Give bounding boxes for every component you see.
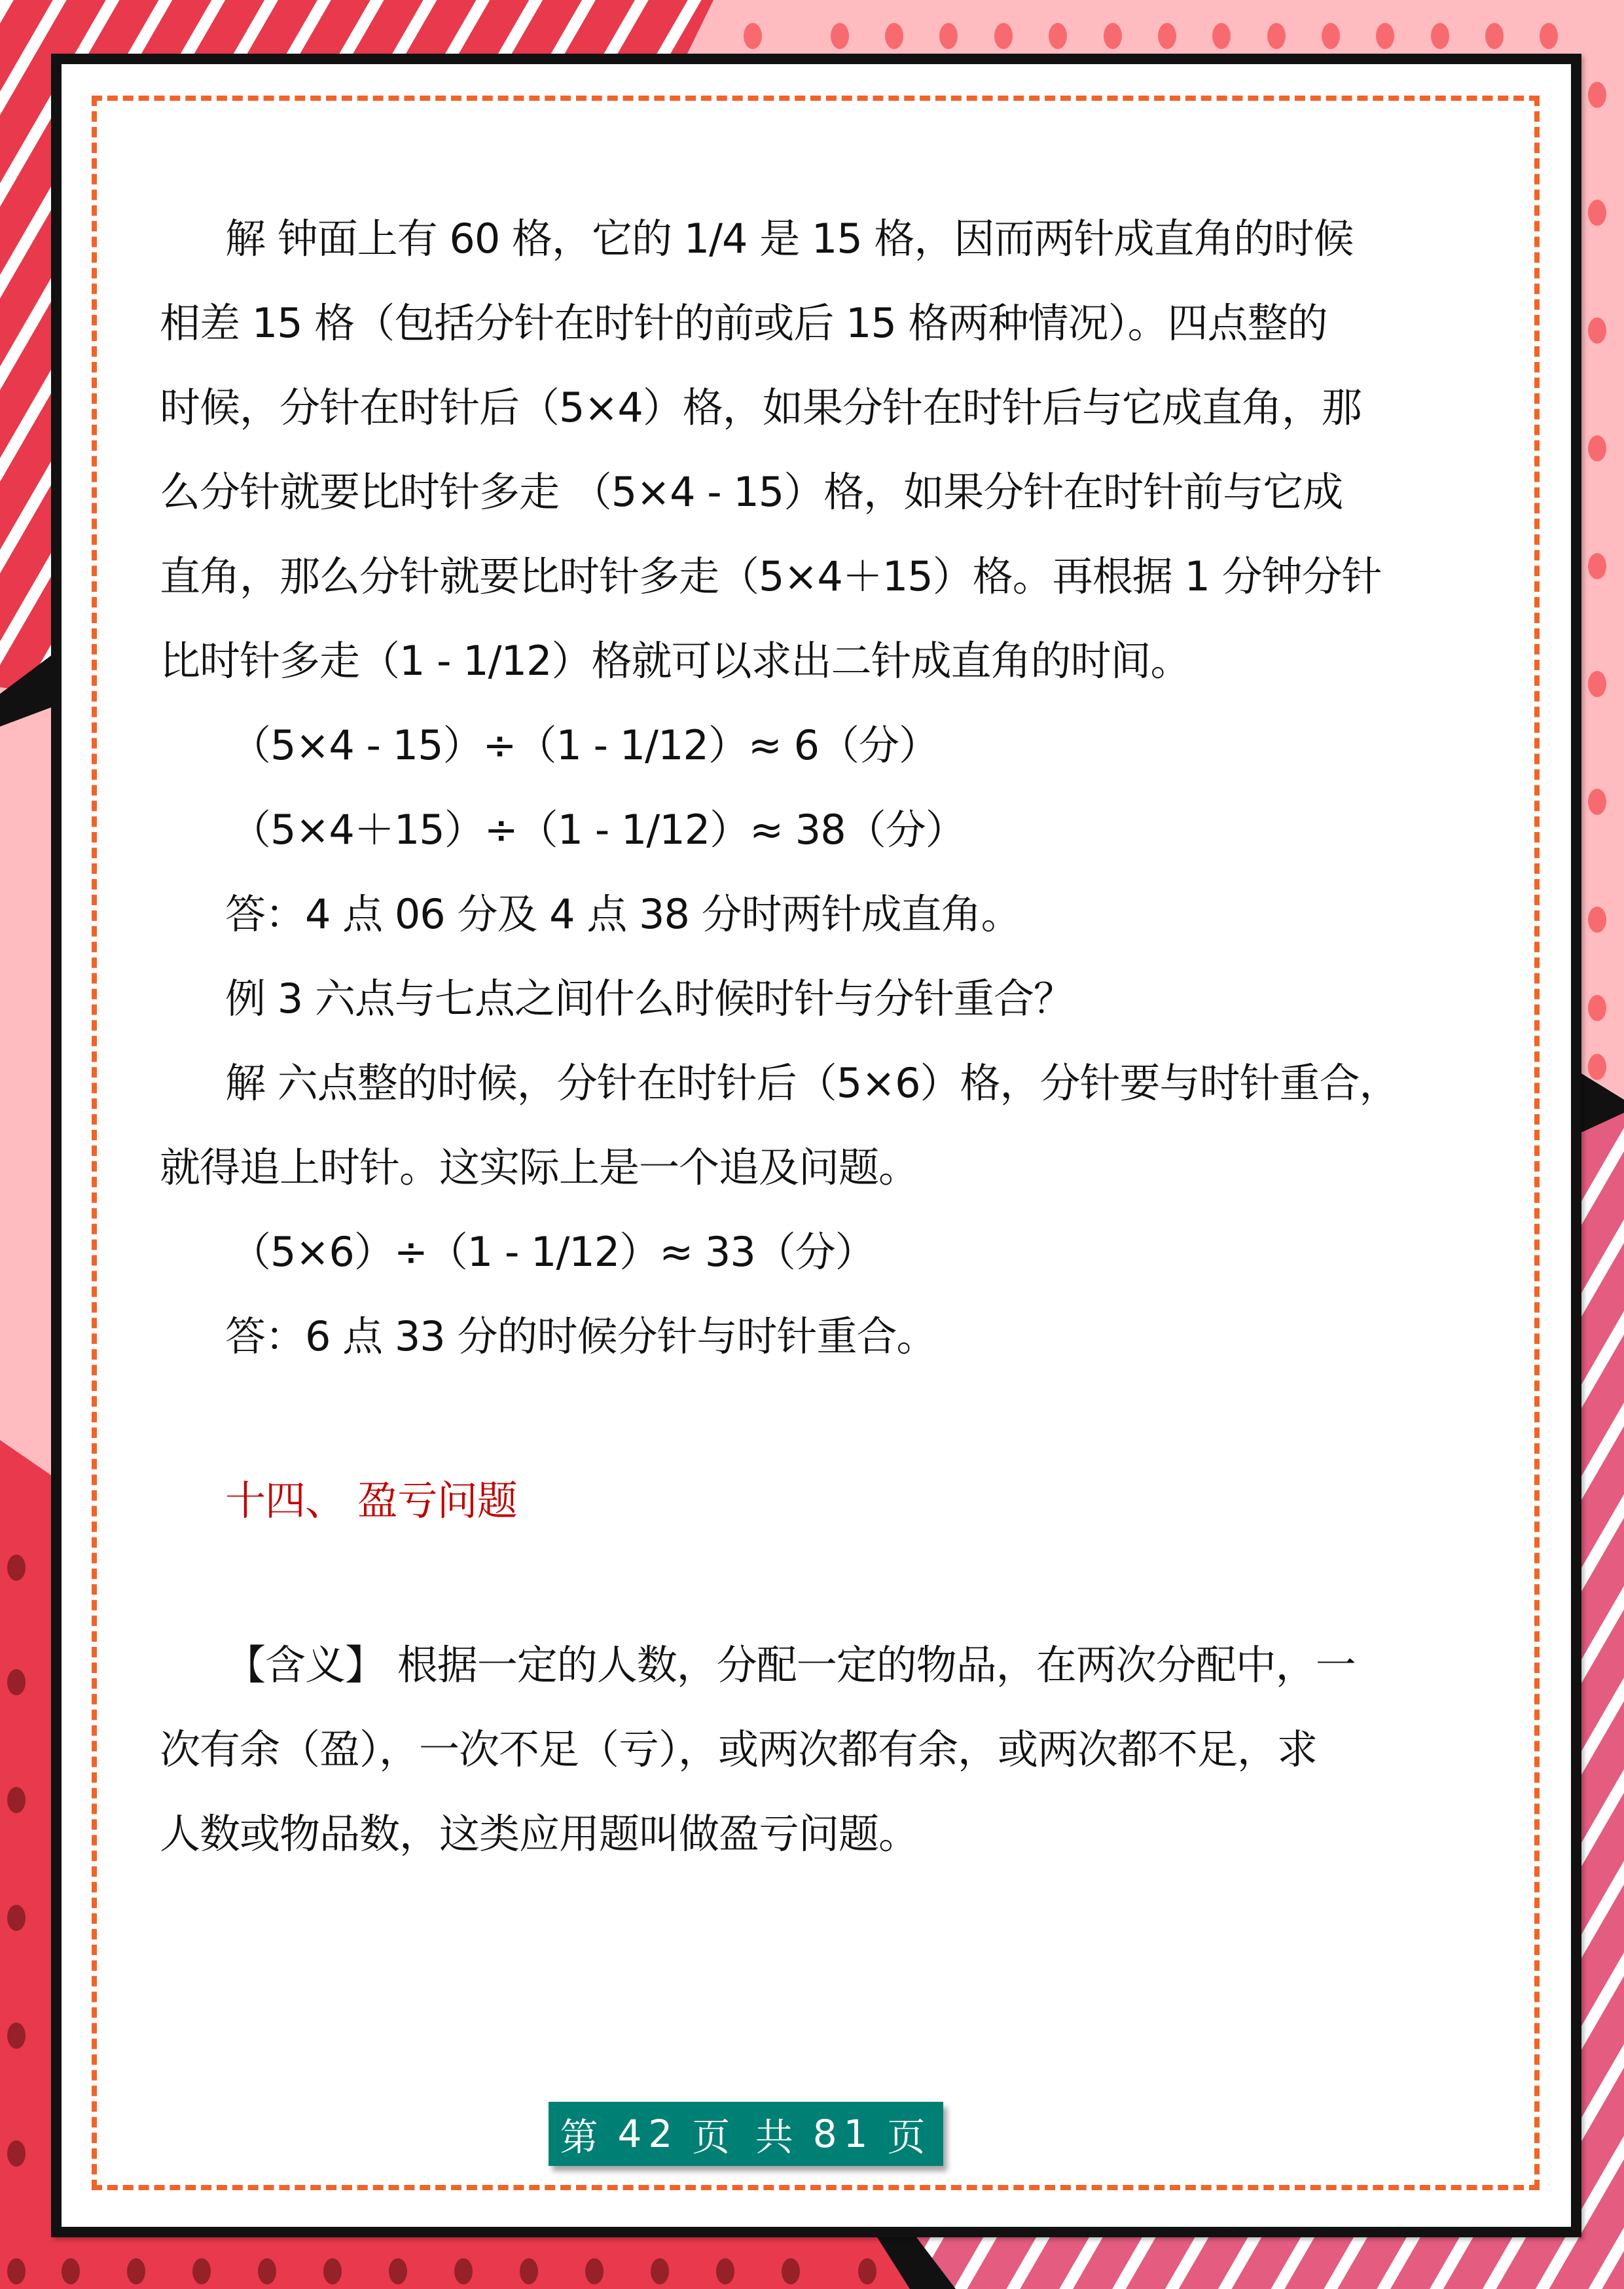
solution-line: 就得追上时针。这实际上是一个追及问题。 (160, 1144, 919, 1191)
solution-line: 解 钟面上有 60 格，它的 1/4 是 15 格，因而两针成直角的时候 (225, 215, 1354, 262)
solution-line: 解 六点整的时候，分针在时针后（5×6）格，分针要与时针重合， (225, 1059, 1399, 1107)
definition-line: 次有余（盈），一次不足（亏），或两次都有余，或两次都不足，求 (160, 1725, 1318, 1773)
solution-line: 比时针多走（1 - 1/12）格就可以求出二针成直角的时间。 (160, 637, 1191, 685)
formula-line: （5×4＋15）÷（1 - 1/12）≈ 38（分） (230, 806, 965, 854)
answer-line: 答：4 点 06 分及 4 点 38 分时两针成直角。 (225, 890, 1021, 938)
solution-line: 时候，分针在时针后（5×4）格，如果分针在时针后与它成直角，那 (160, 384, 1362, 431)
definition-line: 【含义】 根据一定的人数，分配一定的物品，在两次分配中，一 (225, 1641, 1356, 1689)
page-number-badge (549, 2102, 943, 2166)
solution-line: 直角，那么分针就要比时针多走（5×4＋15）格。再根据 1 分钟分针 (160, 552, 1382, 600)
formula-line: （5×4 - 15）÷（1 - 1/12）≈ 6（分） (230, 721, 939, 769)
total-pages: 81 (812, 2112, 875, 2156)
page-prefix: 第 (560, 2115, 605, 2159)
example-title: 例 3 六点与七点之间什么时候时针与分针重合？ (225, 975, 1074, 1022)
current-page: 42 (617, 2112, 679, 2156)
solution-line: 么分针就要比时针多走 （5×4 - 15）格，如果分针在时针前与它成 (160, 468, 1343, 516)
page-suffix: 页 (887, 2115, 932, 2159)
definition-line: 人数或物品数，这类应用题叫做盈亏问题。 (160, 1810, 919, 1858)
solution-line: 相差 15 格（包括分针在时针的前或后 15 格两种情况）。四点整的 (160, 299, 1327, 347)
document-body (160, 196, 1403, 1876)
page-mid: 页 共 (692, 2115, 800, 2159)
answer-line: 答：6 点 33 分的时候分针与时针重合。 (225, 1312, 937, 1360)
formula-line: （5×6）÷（1 - 1/12）≈ 33（分） (230, 1228, 875, 1276)
section-heading: 十四、 盈亏问题 (225, 1477, 517, 1524)
